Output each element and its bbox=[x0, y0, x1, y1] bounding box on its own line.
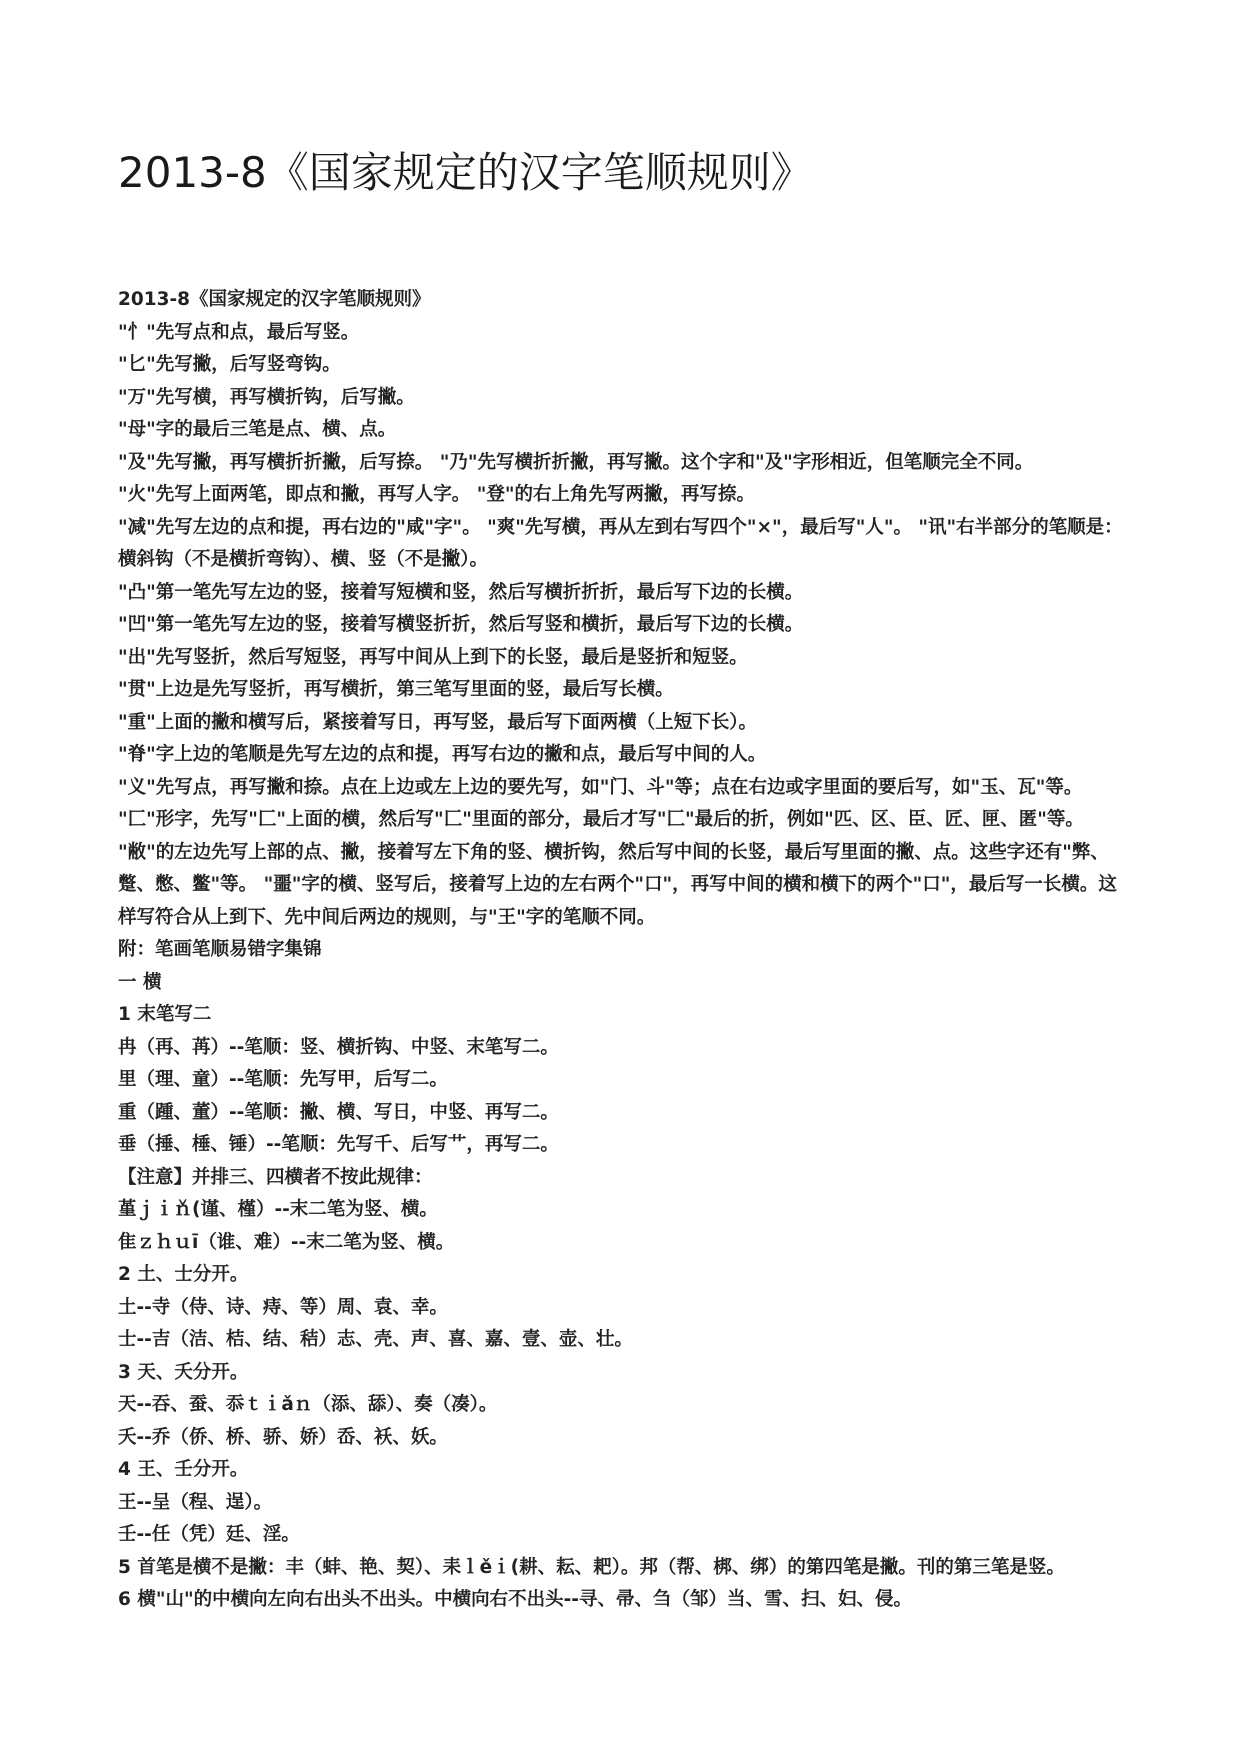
body-line: "火"先写上面两笔，即点和撇，再写人字。 "登"的右上角先写两撇，再写捺。 bbox=[118, 484, 755, 505]
body-line: "重"上面的撇和横写后，紧接着写日，再写竖，最后写下面两横（上短下长）。 bbox=[118, 711, 758, 733]
body-line: 5 首笔是横不是撇：丰（蚌、艳、契）、耒ｌěｉ(耕、耘、耙）。邦（帮、梆、绑）的第四笔是撇。刊的第三笔是竖。 bbox=[118, 1556, 1065, 1578]
body-line: 一 横 bbox=[118, 971, 162, 993]
body-line: "凸"第一笔先写左边的竖，接着写短横和竖，然后写横折折折，最后写下边的长横。 bbox=[118, 581, 804, 603]
body-line: 里（理、童）--笔顺：先写甲，后写二。 bbox=[118, 1069, 448, 1090]
body-line: 6 横"山"的中横向左向右出头不出头。中横向右不出头--寻、帚、刍（邹）当、雪、扫、妇、侵。 bbox=[118, 1589, 912, 1610]
body-line: "出"先写竖折，然后写短竖，再写中间从上到下的长竖，最后是竖折和短竖。 bbox=[118, 646, 748, 668]
body-line: 3 天、夭分开。 bbox=[118, 1361, 249, 1383]
body-line: 2013-8《国家规定的汉字笔顺规则》 bbox=[118, 289, 431, 310]
body-line: 横斜钩（不是横折弯钩）、横、竖（不是撇）。 bbox=[118, 549, 489, 570]
body-line: "义"先写点，再写撇和捺。点在上边或左上边的要先写，如"门、斗"等；点在右边或字里面的要后写，如"玉、瓦"等。 bbox=[118, 776, 1083, 798]
body-line: 4 王、壬分开。 bbox=[118, 1459, 249, 1480]
document-body bbox=[118, 284, 1138, 1617]
body-line: "减"先写左边的点和提，再右边的"咸"字"。 "爽"先写横，再从左到右写四个"×"，最后写"人"。 "讯"右半部分的笔顺是： bbox=[118, 516, 1123, 538]
body-line: "敝"的左边先写上部的点、撇，接着写左下角的竖、横折钩，然后写中间的长竖，最后写里面的撇、点。这些字还有"弊、 bbox=[118, 841, 1109, 863]
body-line: 土--寺（侍、诗、痔、等）周、袁、幸。 bbox=[118, 1296, 448, 1318]
body-line: 隹ｚｈｕī（谁、难）--末二笔为竖、横。 bbox=[118, 1231, 455, 1253]
body-line: 样写符合从上到下、先中间后两边的规则，与"王"字的笔顺不同。 bbox=[118, 906, 656, 928]
body-line: 壬--任（凭）廷、淫。 bbox=[118, 1524, 300, 1545]
body-line: 重（踵、董）--笔顺：撇、横、写日，中竖、再写二。 bbox=[118, 1101, 559, 1123]
body-line: 冉（再、苒）--笔顺：竖、横折钩、中竖、末笔写二。 bbox=[118, 1036, 559, 1058]
body-line: "万"先写横，再写横折钩，后写撇。 bbox=[118, 386, 415, 408]
body-line: "凹"第一笔先写左边的竖，接着写横竖折折，然后写竖和横折，最后写下边的长横。 bbox=[118, 614, 804, 635]
body-line: 堇ｊｉ̌ｎ(谨、槿）--末二笔为竖、横。 bbox=[118, 1199, 438, 1220]
body-line: "匚"形字，先写"匚"上面的横，然后写"匚"里面的部分，最后才写"匚"最后的折，例如"匹、区、臣、匠、匣、匿"等。 bbox=[118, 809, 1084, 830]
body-line: 天--吞、蚕、忝ｔｉǎｎ（添、舔）、奏（凑）。 bbox=[118, 1394, 498, 1415]
body-line: 垂（捶、棰、锤）--笔顺：先写千、后写艹，再写二。 bbox=[118, 1134, 559, 1155]
body-line: "忄"先写点和点，最后写竖。 bbox=[118, 321, 360, 343]
document-title: 2013-8《国家规定的汉字笔顺规则》 bbox=[118, 148, 813, 197]
body-line: 王--呈（程、逞）。 bbox=[118, 1491, 273, 1513]
body-line: "母"字的最后三笔是点、横、点。 bbox=[118, 419, 397, 440]
body-line: 附：笔画笔顺易错字集锦 bbox=[118, 939, 322, 960]
body-line: 1 末笔写二 bbox=[118, 1004, 212, 1025]
body-line: 【注意】并排三、四横者不按此规律： bbox=[118, 1166, 433, 1188]
body-line: "脊"字上边的笔顺是先写左边的点和提，再写右边的撇和点，最后写中间的人。 bbox=[118, 744, 767, 765]
body-line: 2 土、士分开。 bbox=[118, 1264, 249, 1285]
body-line: "匕"先写撇，后写竖弯钩。 bbox=[118, 354, 341, 375]
body-line: "贯"上边是先写竖折，再写横折，第三笔写里面的竖，最后写长横。 bbox=[118, 679, 674, 700]
body-line: 士--吉（洁、桔、结、秸）志、壳、声、喜、嘉、壹、壶、壮。 bbox=[118, 1329, 633, 1350]
body-line: 夭--乔（侨、桥、骄、娇）岙、袄、妖。 bbox=[118, 1426, 448, 1448]
body-line: "及"先写撇，再写横折折撇，后写捺。 "乃"先写横折折撇，再写撇。这个字和"及"字形相近，但笔顺完全不同。 bbox=[118, 451, 1034, 473]
body-line: 蹩、憋、鳖"等。 "噩"字的横、竖写后，接着写上边的左右两个"口"，再写中间的横和横下的两个"口"，最后写一长横。这 bbox=[118, 874, 1117, 895]
